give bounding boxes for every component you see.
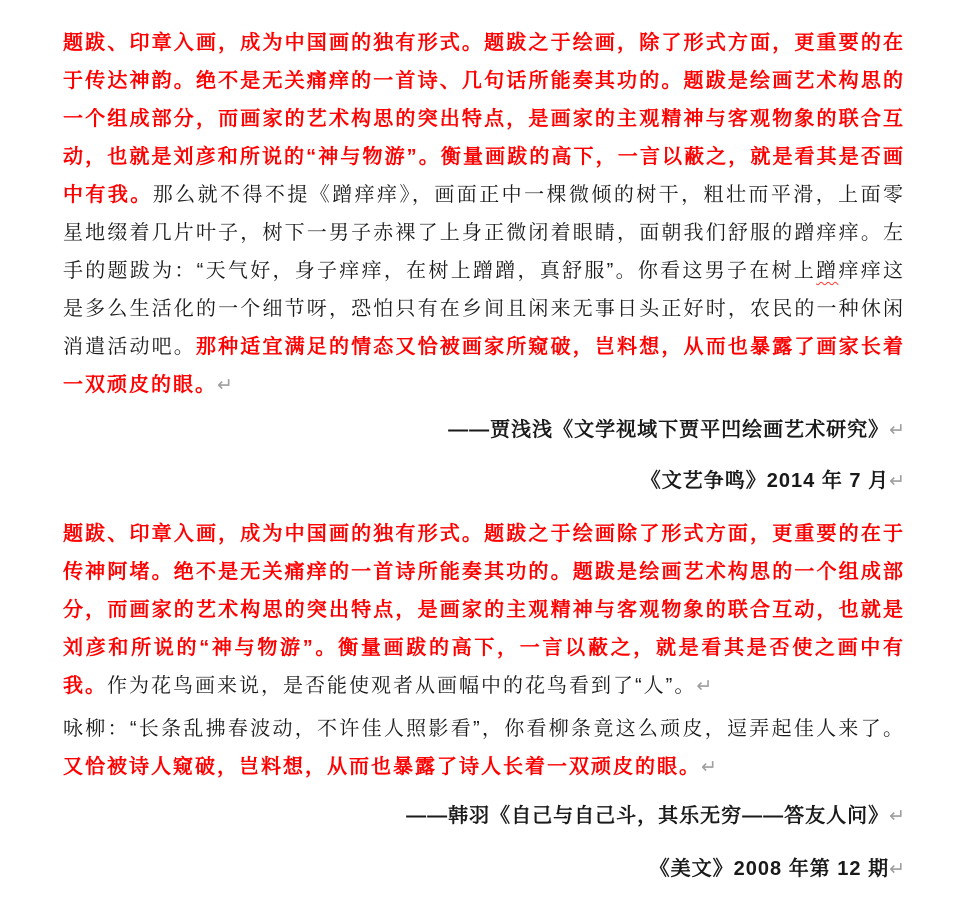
paragraph-mark: ↵ xyxy=(889,420,905,441)
body-text-tail: 痒痒这是多么生活化的一个细节呀，恐怕只有在乡间且闲来无事日头正好时，农民的一种休闲消遣活动吧。 xyxy=(63,260,905,358)
spellcheck-underlined-char: 蹭 xyxy=(816,260,839,282)
journal-line-wenyizhengming xyxy=(63,462,905,501)
red-emphasis-lead: 题跋、印章入画，成为中国画的独有形式。题跋之于绘画除了形式方面，更重要的在于传神阿堵。绝不是无关痛痒的一首诗所能奏其功的。题跋是绘画艺术构思的一个组成部分，而画家的艺术构思的突出特点，是画家的主观精神与客观物象的联合互动，也就是刘彦和所说的“神与物游”。衡量画跋的高下，一言以蔽之，就是看其是否使之画中有我。 xyxy=(63,523,905,697)
paragraph-mark: ↵ xyxy=(889,806,905,827)
attribution-han-yu xyxy=(63,797,905,836)
body-text-lead: 咏柳：“长条乱拂春波动，不许佳人照影看”，你看柳条竟这么顽皮，逗弄起佳人来了。 xyxy=(63,718,905,740)
paragraph-mark: ↵ xyxy=(889,471,905,492)
body-text-tail: 作为花鸟画来说，是否能使观者从画幅中的花鸟看到了“人”。 xyxy=(107,675,697,697)
paragraph-jia-excerpt xyxy=(63,24,905,405)
paragraph-hanyu-excerpt xyxy=(63,515,905,706)
body-text-mid: 那么就不得不提《蹭痒痒》，画面正中一棵微倾的树干，粗壮而平滑，上面零星地缀着几片叶子，树下一男子赤裸了上身正微闭着眼睛，面朝我们舒服的蹭痒痒。左手的题跋为：“天气好，身子痒痒，在树上蹭蹭，真舒服”。你看这男子在树上 xyxy=(63,184,906,282)
attribution-text: ——韩羽《自己与自己斗，其乐无穷——答友人问》 xyxy=(406,805,890,827)
paragraph-mark: ↵ xyxy=(217,375,233,396)
red-emphasis-tail: 那种适宜满足的情态又恰被画家所窥破，岂料想，从而也暴露了画家长着一双顽皮的眼。 xyxy=(63,336,906,396)
attribution-jia-qianqian xyxy=(63,411,905,450)
journal-text: 《文艺争鸣》2014 年 7 月 xyxy=(640,470,890,492)
paragraph-yongliu xyxy=(63,710,905,787)
paragraph-mark: ↵ xyxy=(889,859,905,880)
journal-text: 《美文》2008 年第 12 期 xyxy=(649,858,890,880)
paragraph-mark: ↵ xyxy=(696,676,713,697)
journal-line-meiwen xyxy=(63,850,905,889)
red-emphasis-lead: 题跋、印章入画，成为中国画的独有形式。题跋之于绘画，除了形式方面，更重要的在于传达神韵。绝不是无关痛痒的一首诗、几句话所能奏其功的。题跋是绘画艺术构思的一个组成部分，而画家的艺术构思的突出特点，是画家的主观精神与客观物象的联合互动，也就是刘彦和所说的“神与物游”。衡量画跋的高下，一言以蔽之，就是看其是否画中有我。 xyxy=(63,32,905,206)
red-emphasis-tail: 又恰被诗人窥破，岂料想，从而也暴露了诗人长着一双顽皮的眼。 xyxy=(63,756,701,778)
paragraph-mark: ↵ xyxy=(701,757,717,778)
attribution-text: ——贾浅浅《文学视域下贾平凹绘画艺术研究》 xyxy=(448,419,890,441)
